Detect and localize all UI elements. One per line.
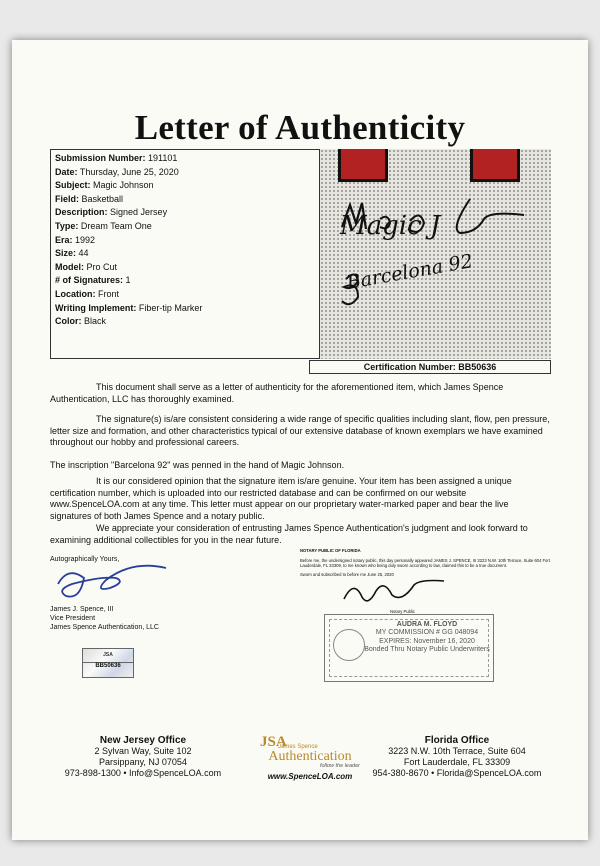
detail-label: Field: — [55, 193, 79, 204]
stamp-expires: EXPIRES: November 16, 2020 — [379, 637, 475, 645]
detail-label: Writing Implement: — [55, 302, 137, 313]
fl-office-heading: Florida Office — [424, 735, 490, 746]
jsa-hologram: JSA BB50636 — [82, 648, 134, 678]
detail-label: Submission Number: — [55, 153, 146, 163]
detail-label: Location: — [55, 288, 96, 299]
hologram-number: BB50636 — [83, 662, 133, 669]
nj-office-line2: Parsippany, NJ 07054 — [99, 757, 187, 767]
jersey-photo — [320, 149, 551, 359]
paragraph-1-text: This document shall serve as a letter of authenticity for the aforementioned item, which James Spence Authentication, LLC has thoroughly examined. — [50, 382, 504, 404]
autograph-signature — [320, 149, 551, 359]
paragraph-1 — [50, 382, 550, 405]
letter-paper — [12, 40, 588, 840]
detail-value: Basketball — [81, 193, 124, 204]
detail-value: Fiber-tip Marker — [138, 302, 203, 313]
paragraph-4-text: It is our considered opinion that the signature item is/are genuine. Your item has been assigned a unique certification number, which is uploaded into our restricted database and can be confirmed on our website www.SpenceLOA.com at any time. This letter must appear on our proprietary water-marked paper and bear the live signatures of both James Spence and a notary public. — [50, 476, 512, 521]
paragraph-2-text: The signature(s) is/are consistent considering a wide range of specific qualities including slant, flow, pen pressure, letter size and formation, and other characteristics typical of our extensive database of known exemplars we have examined throughout our hobby and professional careers. — [50, 414, 550, 447]
signatory-block — [50, 555, 290, 632]
detail-row — [55, 247, 315, 261]
detail-label: # of Signatures: — [55, 275, 124, 286]
stamp-bonded: Bonded Thru Notary Public Underwriters — [364, 645, 490, 653]
signatory-title: Vice President — [50, 615, 96, 622]
detail-label: Subject: — [55, 180, 91, 191]
certification-number-box — [309, 360, 551, 374]
detail-label: Model: — [55, 261, 84, 272]
detail-row — [55, 220, 315, 234]
paragraph-2 — [50, 414, 550, 449]
notary-block — [300, 548, 550, 615]
signature-text-2: Barcelona 92 — [345, 250, 475, 294]
notary-text: Before me, the undersigned notary public, this day personally appeared JAMES J. SPENCE, III 3223 N.W. 10th Terrace, Suite 604 Fort Lauderdale, FL 33309, to me known who being duly sworn according to law, claimed this to be a true document. — [300, 557, 550, 569]
detail-label: Description: — [55, 207, 108, 218]
paragraph-3 — [50, 460, 550, 472]
logo-name: James Spence — [278, 744, 318, 750]
spence-signature — [50, 564, 180, 602]
detail-label: Size: — [55, 248, 77, 259]
fl-office-line3: 954-380-8670 • Florida@SpenceLOA.com — [372, 768, 542, 778]
notary-signature — [340, 577, 450, 607]
stamp-commission: MY COMMISSION # GG 048094 — [375, 629, 479, 637]
detail-value: 44 — [78, 248, 89, 259]
detail-label: Era: — [55, 234, 73, 245]
notary-seal-icon — [333, 629, 365, 661]
detail-value: 1992 — [75, 234, 96, 245]
logo-url: www.SpenceLOA.com — [267, 772, 353, 781]
detail-value: Front — [98, 288, 120, 299]
detail-label: Color: — [55, 316, 82, 327]
detail-value: Pro Cut — [86, 261, 118, 272]
detail-value: 1 — [125, 275, 131, 286]
closing-text: Autographically Yours, — [50, 556, 120, 563]
fl-office-line1: 3223 N.W. 10th Terrace, Suite 604 — [388, 746, 526, 756]
nj-office-line1: 2 Sylvan Way, Suite 102 — [94, 746, 192, 756]
document-title: Letter of Authenticity — [134, 108, 466, 147]
detail-row — [55, 315, 315, 329]
paragraph-5 — [50, 523, 550, 546]
detail-row — [55, 166, 315, 180]
certification-value: BB50636 — [458, 362, 497, 372]
notary-stamp — [324, 614, 494, 682]
detail-row — [55, 288, 315, 302]
paragraph-5-text: We appreciate your consideration of entrusting James Spence Authentication's judgment and look forward to examining additional collectibles for you in the near future. — [50, 523, 528, 545]
detail-row — [55, 274, 315, 288]
notary-header: NOTARY PUBLIC OF FLORIDA — [300, 548, 361, 553]
notary-sworn: Sworn and subscribed to before me June 25, 2020 — [300, 571, 394, 577]
detail-row — [55, 193, 315, 207]
fl-office-line2: Fort Lauderdale, FL 33309 — [403, 757, 511, 767]
detail-row — [55, 261, 315, 275]
signatory-name: James J. Spence, III — [50, 606, 114, 613]
nj-office-heading: New Jersey Office — [99, 735, 187, 746]
detail-row — [55, 152, 315, 166]
certification-label: Certification Number: — [363, 362, 456, 372]
logo-tagline: follow the leader — [319, 763, 360, 769]
detail-label: Date: — [55, 166, 78, 177]
logo-word: Authentication — [268, 749, 352, 764]
item-details-box — [50, 149, 320, 359]
detail-value: Black — [84, 316, 107, 327]
nj-office — [48, 735, 238, 779]
detail-value: Signed Jersey — [110, 207, 168, 218]
detail-value: Magic Johnson — [93, 180, 154, 191]
notary-public-label: Notary Public — [390, 608, 415, 614]
detail-row — [55, 234, 315, 248]
detail-row — [55, 206, 315, 220]
detail-row — [55, 179, 315, 193]
detail-value: Thursday, June 25, 2020 — [79, 166, 179, 177]
detail-value: 191101 — [148, 153, 178, 163]
detail-label: Type: — [55, 220, 79, 231]
logo-jsa: JSA — [260, 734, 287, 750]
signatory-company: James Spence Authentication, LLC — [50, 624, 159, 631]
fl-office — [362, 735, 552, 779]
nj-office-line3: 973-898-1300 • Info@SpenceLOA.com — [64, 768, 222, 778]
jsa-logo — [250, 735, 370, 795]
stamp-name: AUDRA M. FLOYD — [396, 621, 458, 628]
signature-text-1: Magic J — [340, 211, 441, 241]
detail-value: Dream Team One — [80, 220, 152, 231]
paragraph-3-text: The inscription "Barcelona 92" was penned in the hand of Magic Johnson. — [50, 460, 345, 470]
detail-row — [55, 302, 315, 316]
paragraph-4 — [50, 476, 550, 522]
